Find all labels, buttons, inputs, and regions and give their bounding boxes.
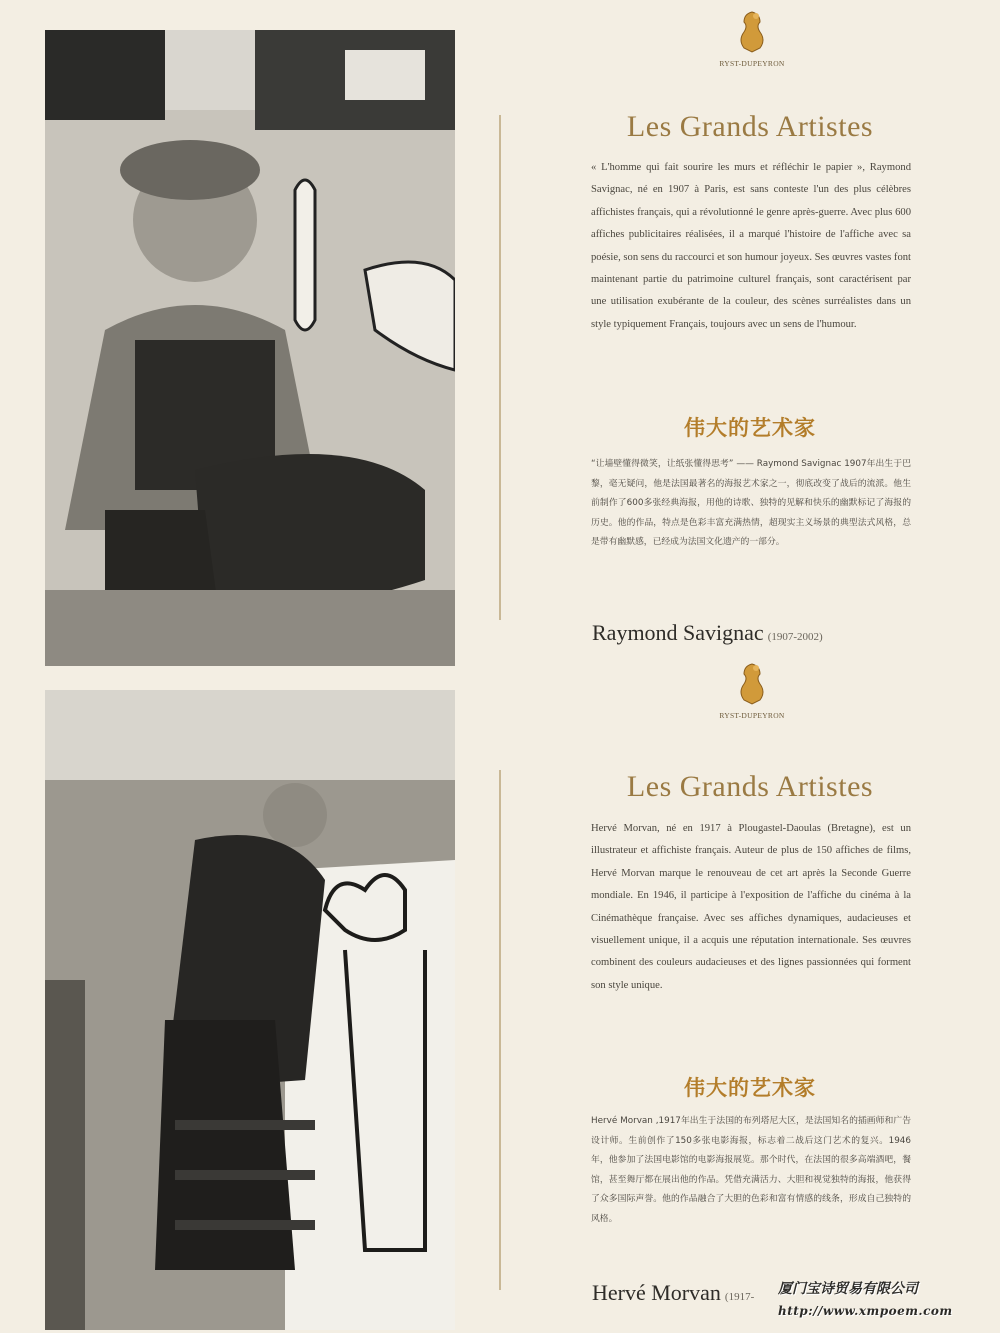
morvan-photo	[45, 690, 455, 1330]
bio-fr-1: « L'homme qui fait sourire les murs et réfléchir le papier », Raymond Savignac, né en 1907 à Paris, est sans conteste l'un des plus célèbres affichistes français, qui a révolutionné le genre après-guerre. Avec plus 600 affiches publicitaires réalisées, il a marqué l'histoire de l'affiche avec sa poésie, son sens du raccourci et son humour joyeux. Ses œuvres vastes font maintenant partie du patrimoine culturel français, sont caractérisent par une utilisation exubérante de la couleur, des scènes surréalistes dans un style typiquement Français, toujours avec un sens de l'humour.	[591, 162, 911, 330]
signature-1	[592, 620, 823, 646]
artist-dates-2: (1917-	[724, 1291, 755, 1303]
heading-cn-1: 伟大的艺术家	[684, 416, 816, 440]
signature-2	[592, 1280, 754, 1306]
brand-name: RYST-DUPEYRON	[719, 59, 785, 68]
artist-name-1: Raymond Savignac	[592, 620, 764, 645]
artist-name-2: Hervé Morvan	[592, 1280, 721, 1305]
divider-line-1	[499, 115, 501, 620]
watermark-url: http://www.xmpoem.com	[778, 1304, 953, 1318]
bio-fr-2: Hervé Morvan, né en 1917 à Plougastel-Daoulas (Bretagne), est un illustrateur et affichiste français. Auteur de plus de 150 affiches de films, Hervé Morvan marque le renouveau de cet art après la Seconde Guerre mondiale. En 1946, il participe à l'exposition de l'affiche du cinéma à la Cinémathèque française. Avec ses affiches dynamiques, audacieuses et visuellement unique, il a acquis une réputation internationale. Ses œuvres combinent des couleurs audacieuses et des lignes passionnées qui forment son style unique.	[591, 823, 911, 991]
bio-cn-1: “让墙壁懂得微笑，让纸张懂得思考” —— Raymond Savignac 1907年出生于巴黎，毫无疑问，他是法国最著名的海报艺术家之一，彻底改变了战后的流派。他生前制作了600多张经典海报，用他的诗歌、独特的见解和快乐的幽默标记了海报的历史。他的作品，特点是色彩丰富充满热情，超现实主义场景的典型法式风格，总是带有幽默感，已经成为法国文化遗产的一部分。	[591, 459, 911, 548]
savignac-photo	[45, 30, 455, 666]
ryst-dupeyron-logo-2	[717, 660, 787, 720]
artist-dates-1: (1907-2002)	[767, 631, 823, 643]
ryst-dupeyron-logo	[717, 8, 787, 68]
watermark	[778, 1278, 1000, 1322]
heading-fr-1: Les Grands Artistes	[626, 110, 874, 143]
brand-name-2: RYST-DUPEYRON	[719, 711, 785, 720]
watermark-company: 厦门宝诗贸易有限公司	[778, 1281, 918, 1297]
heading-fr-2: Les Grands Artistes	[626, 770, 874, 803]
heading-cn-2: 伟大的艺术家	[684, 1076, 816, 1100]
divider-line-2	[499, 770, 501, 1290]
bio-cn-2: Hervé Morvan ,1917年出生于法国的布列塔尼大区，是法国知名的插画师和广告设计师。生前创作了150多张电影海报，标志着二战后这门艺术的复兴。1946年，他参加了法国电影馆的电影海报展览。那个时代，在法国的很多高端酒吧，餐馆，甚至舞厅都在展出他的作品。凭借充满活力、大胆和视觉独特的海报，他获得了众多国际声誉。他的作品融合了大胆的色彩和富有情感的线条，形成自己独特的风格。	[591, 1116, 911, 1224]
